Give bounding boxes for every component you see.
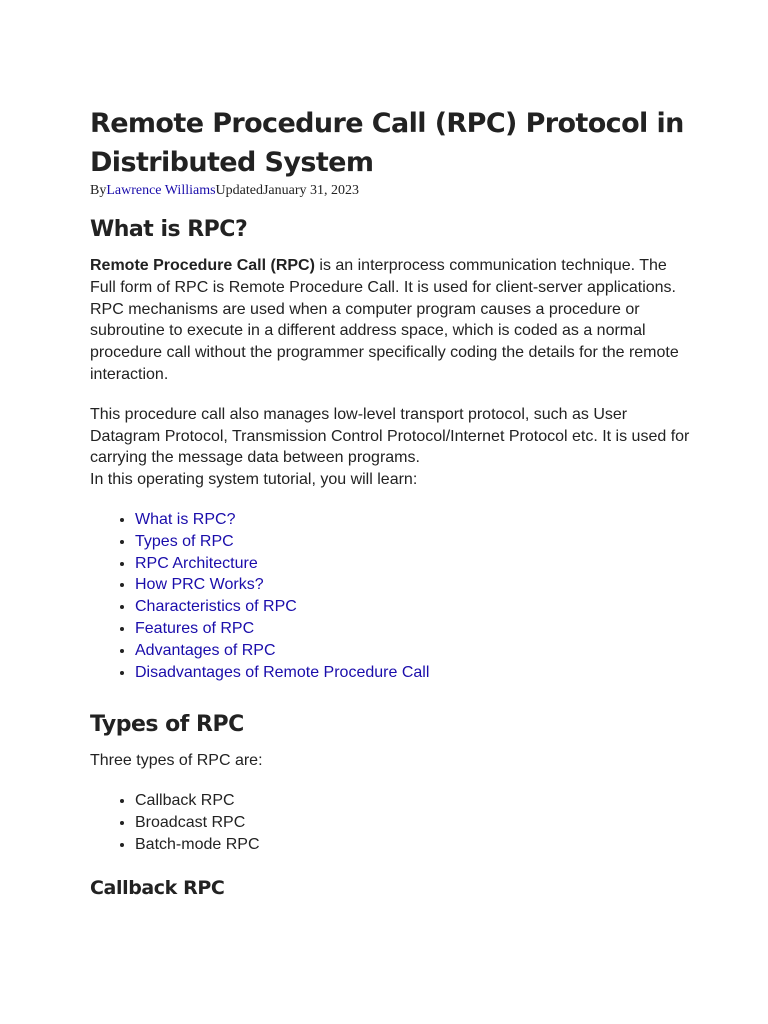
- byline: [90, 182, 690, 200]
- types-intro: Three types of RPC are:: [90, 752, 263, 770]
- toc-item: [135, 509, 690, 531]
- toc-item: [135, 596, 690, 618]
- toc-item: [135, 640, 690, 662]
- tutorial-intro: In this operating system tutorial, you will learn:: [90, 471, 418, 489]
- section-heading-types-of-rpc: Types of RPC: [90, 712, 244, 738]
- intro-text: is an interprocess communication technique. The Full form of RPC is Remote Procedure Call. It is used for client-server applications. RPC mechanisms are used when a computer program causes a procedure or subroutine to execute in a different address space, which is coded as a normal procedure call without the programmer specifically coding the details for the remote interaction.: [90, 257, 679, 383]
- toc-link-what-is-rpc[interactable]: What is RPC?: [135, 510, 236, 528]
- toc-item: [135, 531, 690, 553]
- toc-link-how-prc-works[interactable]: How PRC Works?: [135, 576, 264, 594]
- list-item: • Broadcast RPC: [135, 812, 690, 834]
- list-item: • Batch-mode RPC: [135, 834, 690, 856]
- table-of-contents: [90, 509, 690, 683]
- toc-item: [135, 553, 690, 575]
- section-heading-what-is-rpc: What is RPC?: [90, 217, 248, 242]
- toc-link-characteristics[interactable]: Characteristics of RPC: [135, 598, 297, 616]
- toc-link-features[interactable]: Features of RPC: [135, 619, 255, 637]
- list-item: • Callback RPC: [135, 790, 690, 812]
- article: [90, 104, 690, 901]
- author-link[interactable]: Lawrence Williams: [106, 183, 216, 198]
- toc-item: [135, 574, 690, 596]
- toc-item: [135, 618, 690, 640]
- toc-link-advantages[interactable]: Advantages of RPC: [135, 641, 276, 659]
- intro-bold-term: Remote Procedure Call (RPC): [90, 257, 315, 274]
- rpc-types-list: [90, 790, 690, 855]
- toc-link-rpc-architecture[interactable]: RPC Architecture: [135, 554, 258, 572]
- section-heading-callback-rpc: Callback RPC: [90, 876, 225, 899]
- toc-link-types-of-rpc[interactable]: Types of RPC: [135, 532, 234, 550]
- byline-date: January 31, 2023: [262, 183, 360, 198]
- transport-paragraph: This procedure call also manages low-level transport protocol, such as User Datagram Protocol, Transmission Control Protocol/Internet Protocol etc. It is used for carrying the message data between programs.: [90, 405, 690, 467]
- page-title: Remote Procedure Call (RPC) Protocol in Distributed System: [90, 108, 684, 178]
- byline-by: By: [90, 183, 107, 198]
- intro-paragraph: [90, 255, 690, 386]
- byline-updated: Updated: [215, 183, 263, 198]
- toc-link-disadvantages[interactable]: Disadvantages of Remote Procedure Call: [135, 663, 430, 681]
- toc-item: [135, 662, 690, 684]
